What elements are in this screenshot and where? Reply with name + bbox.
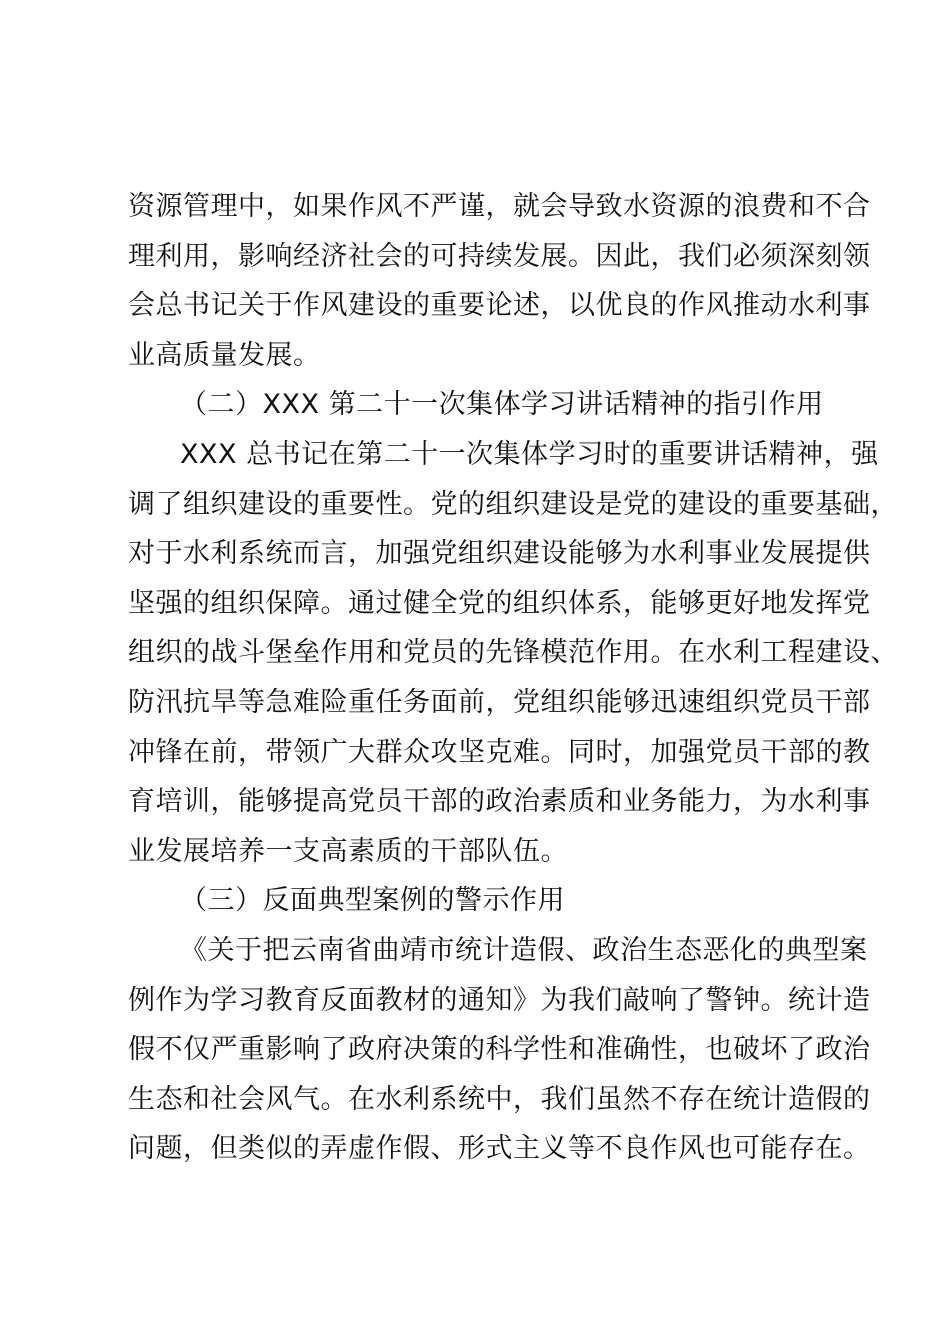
text-line: 育培训，能够提高党员干部的政治素质和业务能力，为水利事 [128,786,871,818]
section-heading-2: （二）XXX 第二十一次集体学习讲话精神的指引作用 [180,389,824,421]
text-line: 会总书记关于作风建设的重要论述，以优良的作风推动水利事 [128,290,871,322]
text-line: 业发展培养一支高素质的干部队伍。 [128,835,568,867]
text-line: 坚强的组织保障。通过健全党的组织体系，能够更好地发挥党 [128,587,871,619]
text-line: 防汛抗旱等急难险重任务面前，党组织能够迅速组织党员干部 [128,686,871,718]
text-line: 假不仅严重影响了政府决策的科学性和准确性，也破坏了政治 [128,1034,871,1066]
text-line: 冲锋在前，带领广大群众攻坚克难。同时，加强党员干部的教 [128,736,871,768]
text-line: XXX 总书记在第二十一次集体学习时的重要讲话精神，强 [180,438,879,470]
text-line: 生态和社会风气。在水利系统中，我们虽然不存在统计造假的 [128,1083,871,1115]
text-line: 例作为学习教育反面教材的通知》为我们敲响了警钟。统计造 [128,984,871,1016]
text-line: 问题，但类似的弄虚作假、形式主义等不良作风也可能存在。 [128,1133,871,1165]
text-line: 理利用，影响经济社会的可持续发展。因此，我们必须深刻领 [128,240,871,272]
text-line: 资源管理中，如果作风不严谨，就会导致水资源的浪费和不合 [128,191,871,222]
text-line: 业高质量发展。 [128,339,321,371]
text-line: 《关于把云南省曲靖市统计造假、政治生态恶化的典型案 [180,934,868,966]
text-line: 对于水利系统而言，加强党组织建设能够为水利事业发展提供 [128,538,871,570]
section-heading-3: （三）反面典型案例的警示作用 [180,885,565,917]
body-text [128,182,898,1174]
text-line: 组织的战斗堡垒作用和党员的先锋模范作用。在水利工程建设、 [128,637,898,669]
text-line: 调了组织建设的重要性。党的组织建设是党的建设的重要基础， [128,488,898,520]
